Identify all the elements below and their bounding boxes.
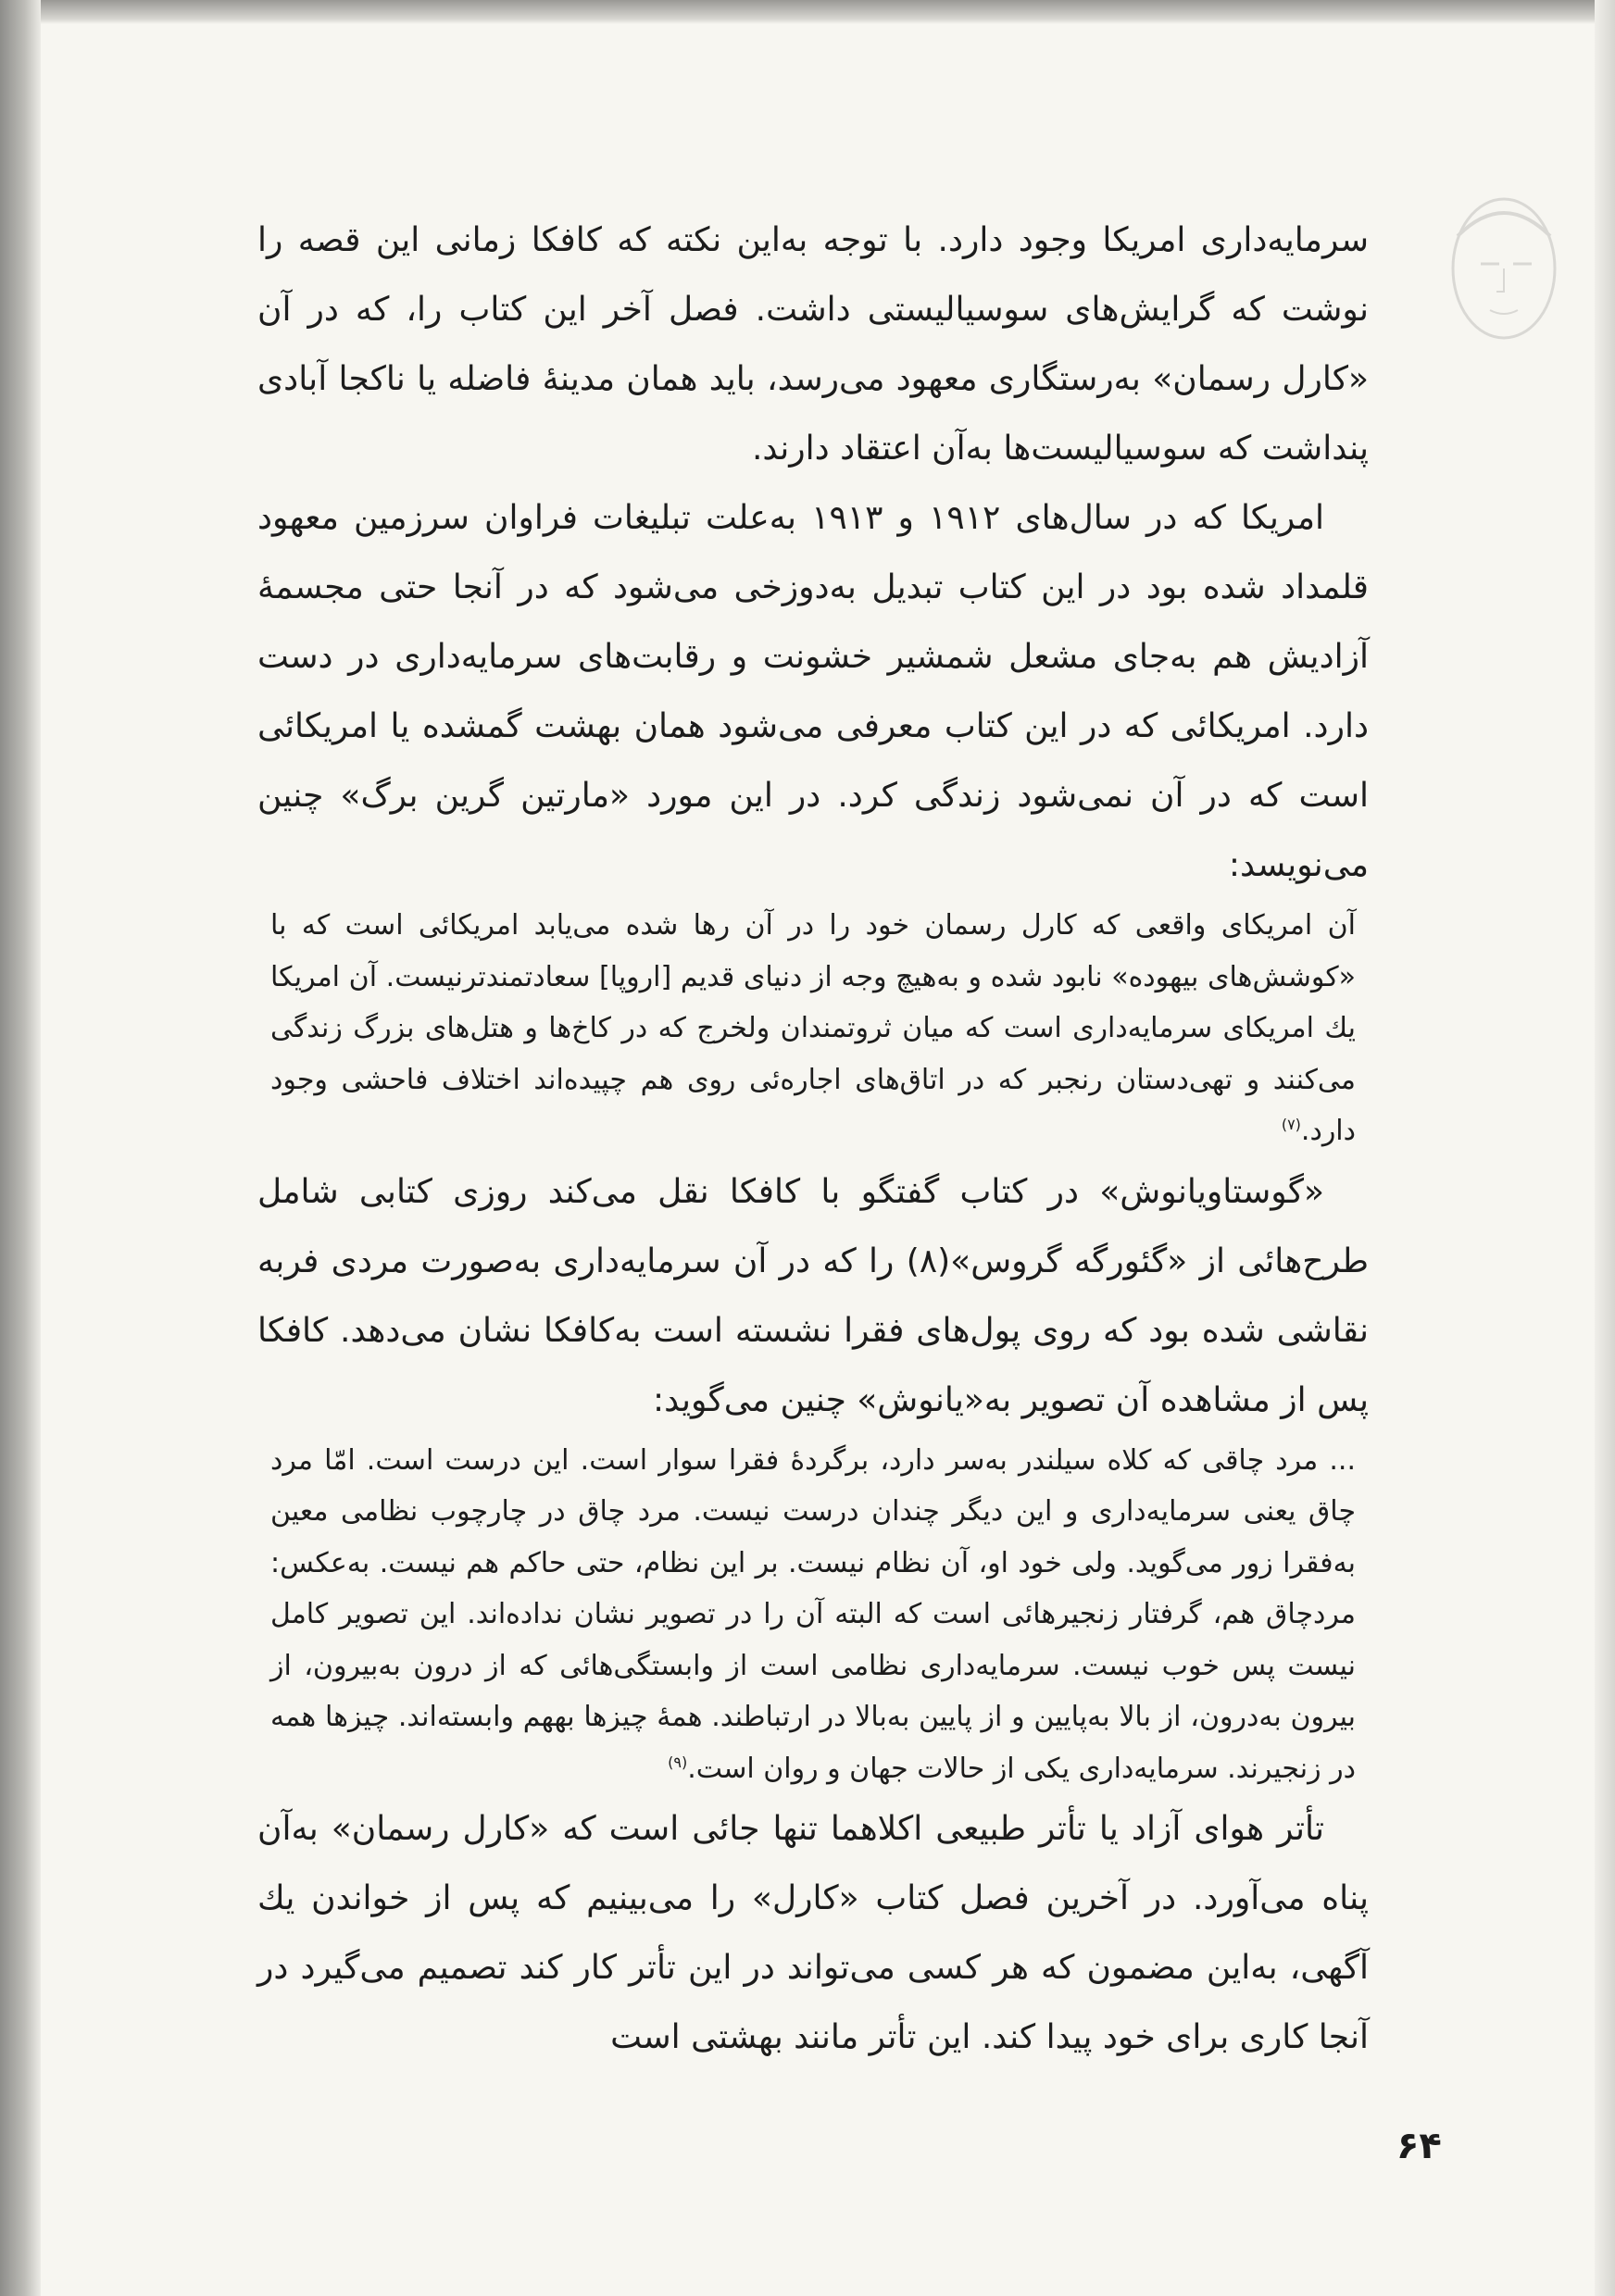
scan-left-edge bbox=[0, 0, 41, 2296]
paragraph-2: امریکا که در سال‌های ۱۹۱۲ و ۱۹۱۳ به‌علت تبلیغات فراوان سرزمین معهود قلمداد شده بود در این کتاب تبدیل به‌دوزخی می‌شود که در آنجا حتی مجسمهٔ آزادیش هم به‌جای مشعل شمشیر خشونت و رقابت‌های سرمایه‌داری در دست دارد. امریکائی که در این کتاب معرفی می‌شود همان بهشت گمشده یا امریکائی است که در آن نمی‌شود زندگی کرد. در این مورد «مارتین گرین برگ» چنین می‌نویسد: bbox=[257, 499, 1369, 884]
footnote-ref-7: (۷) bbox=[1281, 1116, 1301, 1133]
quote-kafka bbox=[257, 1435, 1369, 1795]
quote-kafka-text: ... مرد چاقی که کلاه سیلندر به‌سر دارد، برگردهٔ فقرا سوار است. این درست است. امّا مرد چاق یعنی سرمایه‌داری و این دیگر چندان درست نیست. مرد چاق در چارچوب نظامی معین به‌فقرا زور می‌گوید. ولی خود او، آن نظام نیست. بر این نظام، حتی حاکم هم نیست. به‌عکس: مردچاق هم، گرفتار زنجیرهائی است که البته آن را در تصویر نشان نداده‌اند. این تصویر کامل نیست پس خوب نیست. سرمایه‌داری نظامی است از وابستگی‌هائی که از درون به‌بیرون، از بیرون به‌درون، از بالا به‌پایین و از پایین به‌بالا در ارتباطند. همهٔ چیزها بههم وابسته‌اند. چیزها همه در زنجیرند. سرمایه‌داری یکی از حالات جهان و روان است. bbox=[270, 1443, 1356, 1785]
paragraph-3: «گوستاویانوش» در کتاب گفتگو با کافکا نقل می‌کند روزی کتابی شامل طرح‌هائی از «گئورگه گروس»(۸) را که در آن سرمایه‌داری به‌صورت مردی فربه نقاشی شده بود که روی پول‌های فقرا نشسته است به‌کافکا نشان می‌دهد. کافکا پس از مشاهده آن تصویر به«یانوش» چنین می‌گوید: bbox=[257, 1172, 1369, 1419]
bleed-through-portrait-icon bbox=[1439, 181, 1569, 393]
scan-top-edge bbox=[0, 0, 1615, 24]
footnote-ref-9: (۹) bbox=[668, 1753, 688, 1771]
page-number: ۶۴ bbox=[1396, 2125, 1442, 2167]
body-text bbox=[257, 206, 1369, 2072]
paragraph-1: سرمایه‌داری امریکا وجود دارد. با توجه به‌این نکته که کافکا زمانی این قصه را نوشت که گرایش‌های سوسیالیستی داشت. فصل آخر این کتاب را، که در آن «کارل رسمان» به‌رستگاری معهود می‌رسد، باید همان مدینهٔ فاضله یا ناکجا آبادی پنداشت که سوسیالیست‌ها به‌آن اعتقاد دارند. bbox=[257, 221, 1369, 468]
quote-greenberg-text: آن امریکای واقعی که کارل رسمان خود را در آن رها شده می‌یابد امریکائی است که با «کوشش‌های بیهوده» نابود شده و به‌هیچ وجه از دنیای قدیم [اروپا] سعادتمندترنیست. آن امریکا یك امریکای سرمایه‌داری است که میان ثروتمندان ولخرج که در کاخ‌ها و هتل‌های بزرگ زندگی می‌کنند و تهی‌دستان رنجبر که در اتاق‌های اجاره‌ئی روی هم چپیده‌اند اختلاف فاحشی وجود دارد. bbox=[270, 909, 1356, 1147]
scan-right-edge bbox=[1595, 0, 1615, 2296]
quote-greenberg bbox=[257, 900, 1369, 1157]
paragraph-4: تأتر هوای آزاد یا تأتر طبیعی اکلاهما تنها جائی است که «کارل رسمان» به‌آن پناه می‌آورد. در آخرین فصل کتاب «کارل» را می‌بینیم که پس از خواندن یك آگهی، به‌این مضمون که هر کسی می‌تواند در این تأتر کار کند تصمیم می‌گیرد در آنجا کاری برای خود پیدا کند. این تأتر مانند بهشتی است bbox=[257, 1810, 1369, 2056]
